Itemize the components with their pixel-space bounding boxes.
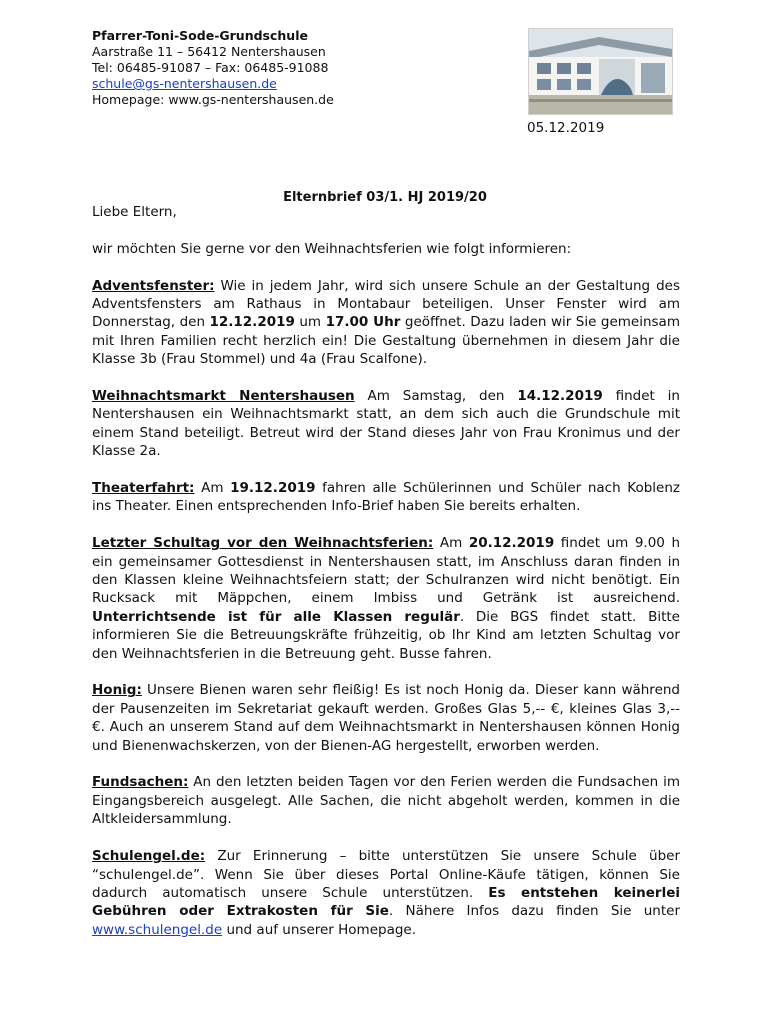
section-theaterfahrt — [92, 479, 680, 516]
section-honig — [92, 681, 680, 755]
school-building-photo — [528, 28, 673, 115]
date-highlight: 14.12.2019 — [517, 388, 603, 405]
section-heading: Adventsfenster: — [92, 277, 215, 294]
section-heading: Schulengel.de: — [92, 848, 206, 865]
section-text: und auf unserer Homepage. — [222, 921, 417, 938]
section-schulengel — [92, 847, 680, 939]
section-heading: Weihnachtsmarkt Nentershausen — [92, 388, 355, 405]
section-text: Wie in jedem Jahr, wird sich unsere Schule an der Gestaltung des Adventsfensters am Rathaus in Montabaur beteiligen. Unser Fenster wird am Donnerstag, den — [92, 277, 680, 331]
school-homepage: Homepage: www.gs-nentershausen.de — [92, 92, 334, 107]
letter-date: 05.12.2019 — [527, 120, 605, 136]
school-building-illustration — [529, 29, 672, 114]
letterhead — [92, 28, 334, 108]
section-text: fahren alle Schülerinnen und Schüler nach Koblenz ins Theater. Einen entsprechenden Info-Brief haben Sie bereits erhalten. — [92, 480, 680, 515]
time-highlight: 17.00 Uhr — [325, 314, 401, 331]
emphasis-text: Es entstehen keinerlei Gebühren oder Extrakosten für Sie — [92, 884, 680, 920]
section-text: geöffnet. Dazu laden wir Sie gemeinsam mit Ihren Familien recht herzlich ein! Die Gestaltung übernehmen in diesem Jahr die Klasse 3b (Frau Stommel) und 4a (Frau Scalfone). — [92, 314, 680, 368]
section-text: um — [294, 314, 326, 331]
section-weihnachtsmarkt — [92, 387, 680, 461]
section-text: Am Samstag, den — [354, 388, 518, 405]
school-email-link[interactable]: schule@gs-nentershausen.de — [92, 76, 277, 91]
section-text: . Nähere Infos dazu finden Sie unter — [388, 903, 681, 920]
section-heading: Honig: — [92, 682, 142, 699]
section-fundsachen — [92, 773, 680, 828]
section-letzter-schultag — [92, 534, 680, 663]
schulengel-link[interactable]: www.schulengel.de — [92, 921, 223, 938]
section-text: findet in Nentershausen ein Weihnachtsmarkt statt, an dem sich auch die Grundschule mit einem Stand beteiligt. Betreut wird der Stand dieses Jahr von Frau Kronimus und der Klasse 2a. — [92, 388, 680, 460]
section-text: An den letzten beiden Tagen vor den Ferien werden die Fundsachen im Eingangsbereich ausgelegt. Alle Sachen, die nicht abgeholt werden, kommen in die Altkleidersammlung. — [92, 774, 680, 828]
section-heading: Theaterfahrt: — [92, 480, 195, 497]
greeting: Liebe Eltern, — [92, 204, 177, 220]
section-heading: Letzter Schultag vor den Weihnachtsferien: — [92, 535, 434, 552]
section-text: Am — [194, 480, 231, 497]
date-highlight: 12.12.2019 — [209, 314, 295, 331]
section-text: Am — [433, 535, 469, 552]
section-heading: Fundsachen: — [92, 774, 189, 791]
date-highlight: 20.12.2019 — [468, 535, 555, 552]
school-address: Aarstraße 11 – 56412 Nentershausen — [92, 44, 326, 59]
section-text: . Die BGS findet statt. Bitte informieren Sie die Betreuungskräfte frühzeitig, ob Ihr Kind am letzten Schultag vor den Weihnachtsferien in die Betreuung geht. Busse fahren. — [92, 608, 680, 662]
section-adventsfenster — [92, 277, 680, 369]
school-name: Pfarrer-Toni-Sode-Grundschule — [92, 28, 308, 43]
emphasis-text: Unterrichtsende ist für alle Klassen regulär — [92, 608, 460, 625]
letter-title: Elternbrief 03/1. HJ 2019/20 — [283, 190, 487, 205]
section-text: findet um 9.00 h ein gemeinsamer Gottesdienst in Nentershausen statt, im Anschluss daran finden in den Klassen kleine Weihnachtsfeiern statt; der Schulranzen wird nicht benötigt. Ein Rucksack mit Mäppchen, einem Imbiss und Getränk ist ausreichend. — [92, 535, 681, 607]
date-highlight: 19.12.2019 — [230, 480, 316, 497]
section-text: Zur Erinnerung – bitte unterstützen Sie unsere Schule über “schulengel.de”. Wenn Sie über dieses Portal Online-Käufe tätigen, können Sie dadurch automatisch unsere Schule unterstützen. — [92, 848, 680, 901]
section-text: Unsere Bienen waren sehr fleißig! Es ist noch Honig da. Dieser kann während der Pausenzeiten im Sekretariat gekauft werden. Großes Glas 5,-- €, kleines Glas 3,-- €. Auch an unserem Stand auf dem Weihnachtsmarkt in Nentershausen können Honig und Bienenwachskerzen, von der Bienen-AG hergestellt, erworben werden. — [92, 682, 680, 754]
letter-body — [92, 203, 680, 958]
intro-text: wir möchten Sie gerne vor den Weihnachtsferien wie folgt informieren: — [92, 240, 572, 257]
school-phone: Tel: 06485-91087 – Fax: 06485-91088 — [92, 60, 329, 75]
